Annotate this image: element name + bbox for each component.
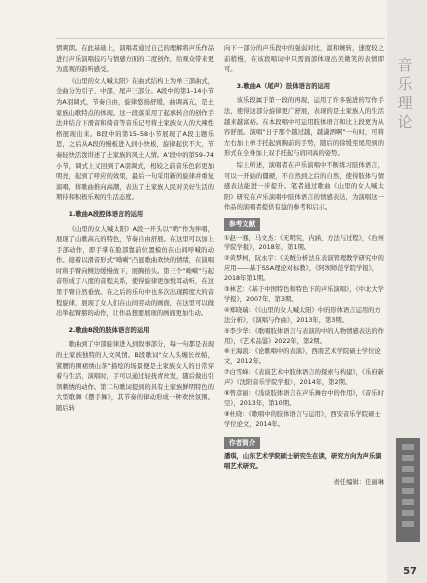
- paragraph: 向下一部分的声乐段中的强弱对比，温和婉转，速度较之前稍慢，在该段唱词中只需面部体现出美微笑的表情即可。: [224, 45, 384, 74]
- section-label: [391, 56, 419, 132]
- paragraph: 《山里的女人喊太阳》A段一开头以“哟”作为伴唱，展现了山歌高亢的特色，节奏自由舒展。在这里可以加上手部动作，即手掌在脸部靠前位置模仿在山间呼喊的动作。接着以滑音形式“呦嗬”凸显歌曲欢快的情绪，在演唱时将手臂向侧边缓慢放下，展胸抬头。第三个“呦嗬”与起音形成了八度的音程关系，使得旋律更加悦耳动听，在这里手臂自然垂放。在之后的乐句中也多次出现跨度大的音程旋律，展现了女人们在山间劳动的画面，在这里可以做出举起臂膀的动作，让作品想要展现的画面更加生动。: [56, 225, 214, 318]
- paragraph: 《山里的女人喊太阳》在曲式结构上为单三部曲式，全曲分为引子、中部、尾声三部分。A段中的第1–14小节为A羽调式，节奏自由，旋律悠扬舒缓，曲调高亢，是土家族山歌特点的体现。这一段落采用了起承转合的创作手法并结合下滑音和倚音等音乐记号将土家族女人的大辣性格展现出来。B段中的第15–58小节展现了A段主题乐思，之后从A段的慢板进入到小快板，旋律起伏不大，节奏轻快活泼讲述了土家族的风土人情。A’段中的第59–74小节，调式上又回到了A羽调式，相较之前音乐色彩更加明亮，起到了呼应的效果，最后一句采用新的旋律并重复演唱，将歌曲推向高潮，表达了土家族人民对美好生活的期待和积极乐观的生活态度。: [56, 77, 215, 202]
- section-label-char: 音: [397, 56, 413, 74]
- reference-item: ⑤李少华：《歌唱肢体语言与表演的中的人物情感表达的作用》，《艺术品鉴》2022年，第2期。: [224, 327, 384, 345]
- section-label-char: 论: [397, 113, 413, 131]
- section-heading: 1.歌曲A段腔体语言的运用: [68, 210, 144, 218]
- paragraph: 综上所述，演唱者在声乐演唱中不断练习肢体语言，可以一开始的僵硬，不自然到之后的自然，使得肢体与情感表达能进一步提升。笔者通过歌曲《山里的女人喊太阳》研究在声乐演唱中肢体语言的情感表达，为演唱这一作品的演唱者提供有益的参考和启示。: [224, 161, 384, 212]
- paragraph: 情爽朗。在此基础上，演唱者通过自己的理解将声乐作品进行声乐演唱技巧与情感方面的二度创作，给观众带来更为直观的韵听感受。: [56, 45, 214, 74]
- section-heading: 2.歌曲B段的肢体语言的运用: [68, 326, 150, 334]
- reference-item: ③林艺：《基于中国特色和特色下的声乐演唱》，《中北大学学报》，2007年，第3期。: [224, 286, 384, 303]
- section-label-char: 乐: [397, 75, 413, 93]
- reference-item: ⑧曾彦丽：《浅谈肢体语言在声乐舞台中的作用》，《音乐时空》，2013年，第10期。: [224, 390, 384, 407]
- editor-credit: 责任编辑：任丽琳: [333, 479, 384, 487]
- reference-item: ⑨杜晓：《歌唱中的肢体语言与运用》，西安音乐学院硕士学位论文，2014年。: [224, 410, 381, 428]
- decorative-bars: [402, 444, 414, 536]
- top-rule: [56, 38, 385, 39]
- right-column: [224, 44, 384, 489]
- author-title: 作者简介: [224, 437, 260, 450]
- sidebar-tab: [396, 438, 420, 542]
- reference-item: ②黄梦柯，阮永宇：《关贼分析法在表演管理教学研究中的应用——基于SSA理论对标教》，《阿坝师范学院学报》，2018年第1期。: [224, 255, 384, 283]
- section-label-char: 理: [397, 94, 413, 112]
- reference-item: ⑥王海流：《论歌唱中的表演》，西南艺术学院硕士学位论文，2012年。: [224, 348, 381, 366]
- paragraph: 歌曲到了中部旋律进入到叙事部分，每一句都是表现的土家族独特的人文风情。B段歌词“女人头缠长丝帕，紧腰的围裙绣山茶”描绘的场景便是土家族女人的日常穿着与生活，演唱时，手可以通过轻抚青丝发，随后做出引领刺绣的动作。第二句歌词提到的具有土家族鲜明特色的大型歌舞《摆手舞》，其节奏的律动形成一种欢快氛围。随后转: [56, 341, 214, 412]
- author-bio: 潘琪，山东艺术学院硕士研究生在读，研究方向为声乐演唱艺术研究。: [224, 453, 382, 471]
- left-column: [56, 44, 214, 416]
- reference-item: ①赵一骞，马文杰：《无明究，内涵、方法与过程》，《台州学院学报》，2018年，第1期。: [224, 234, 384, 252]
- references-list: [224, 234, 384, 430]
- reference-item: ④郑晓瑞：《《山里的女人喊太阳》中的形体语言运用的方法分析》，《演唱与作曲》，2013年，第3期。: [224, 306, 381, 324]
- paragraph: 该乐段属于第一段的再现，运用了许多强进的写作手法，使得这部分旋律更广舒展，表现的是土家族人的生活越来越富裕。在本段唱中可运用肢体语言和比上段更为从容舒展。演唱“日子那个越过越，越潇洒啊”一句时，可将左右加上单手托起到胸前的手势，随后的徐缓至尾用到的形式在全身加上双手托起与肩同高的姿势。: [224, 97, 384, 158]
- page-number: 57: [403, 566, 417, 577]
- reference-item: ⑦白雪峰：《表演艺术中肢体语言的探索与构建》，《乐府新声》（沈阳音乐学院学报），2014年，第2期。: [224, 369, 384, 387]
- references-title: 参考文献: [224, 218, 260, 231]
- section-heading: 3.歌曲A（尾声）肢体语言的运用: [236, 82, 331, 90]
